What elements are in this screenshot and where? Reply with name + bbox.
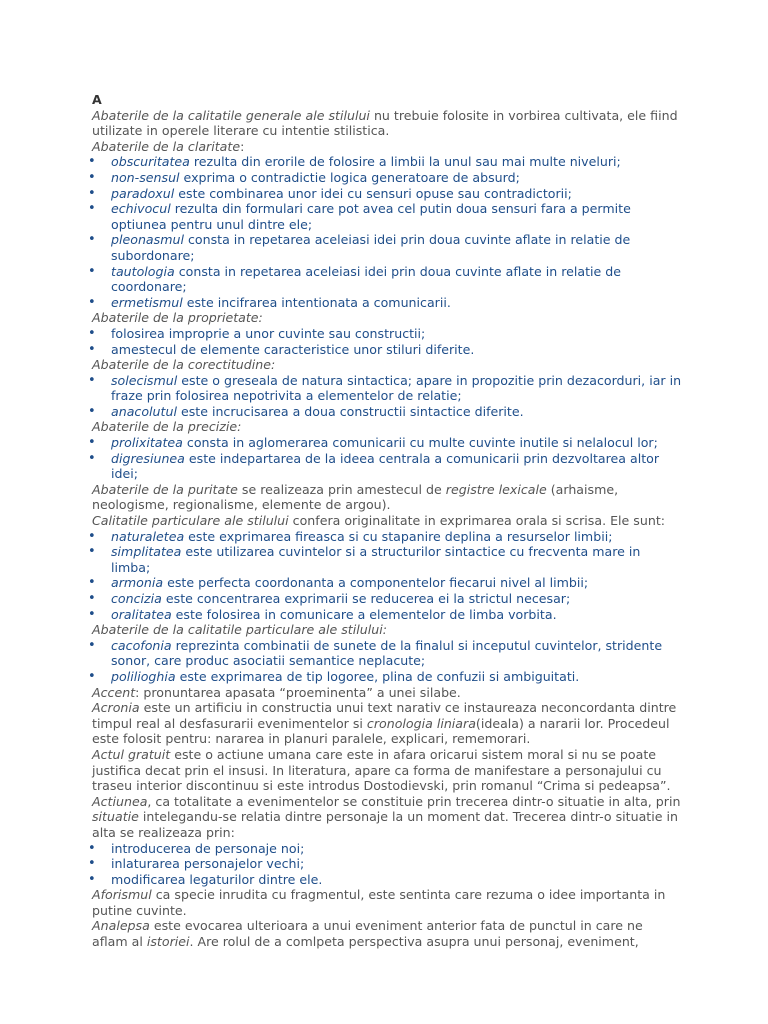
term: Abaterile de la puritate — [92, 481, 238, 497]
heading-claritate — [92, 139, 682, 155]
text: este combinarea unor idei cu sensuri opuse sau contradictorii; — [174, 185, 572, 201]
term: cacofonia — [111, 637, 172, 653]
term: registre lexicale — [445, 481, 547, 497]
term: Abaterile de la calitatile particulare ale stilului: — [92, 622, 387, 638]
paragraph-actul-gratuit — [92, 747, 682, 794]
text: : — [240, 138, 245, 154]
list-item — [92, 295, 682, 311]
list-item — [92, 201, 682, 232]
list-item — [92, 435, 682, 451]
term: tautologia — [111, 263, 175, 279]
term: Abaterile de la corectitudine: — [92, 357, 276, 373]
text: exprima o contradictie logica generatoare de absurd; — [179, 169, 520, 185]
heading-precizie — [92, 419, 682, 435]
term: Abaterile de la calitatile generale ale stilului — [92, 107, 370, 123]
text: este utilizarea cuvintelor si a structurilor sintactice cu frecventa mare in limba; — [111, 544, 641, 575]
paragraph-accent — [92, 685, 682, 701]
term: Calitatile particulare ale stilului — [92, 513, 289, 529]
list-item: • introducerea de personaje noi; — [92, 841, 682, 857]
term: Abaterile de la precizie: — [92, 419, 242, 435]
list-corectitudine — [92, 373, 682, 420]
list-item — [92, 170, 682, 186]
term: oralitatea — [111, 606, 172, 622]
text: este perfecta coordonanta a componentelor fiecarui nivel al limbii; — [163, 575, 589, 591]
list-item — [92, 404, 682, 420]
paragraph-general-faults — [92, 108, 682, 139]
paragraph-puritate — [92, 482, 682, 513]
term: Abaterile de la claritate — [92, 138, 241, 154]
paragraph-aforismul — [92, 887, 682, 918]
section-letter: A — [92, 92, 102, 107]
list-proprietate — [92, 326, 682, 357]
text: consta in aglomerarea comunicarii cu multe cuvinte inutile si nelalocul lor; — [182, 435, 658, 451]
list-claritate — [92, 154, 682, 310]
text: nu trebuie folosite in vorbirea cultivata, ele fiind utilizate in operele literare cu intentie stilistica. — [92, 107, 678, 139]
list-item — [92, 373, 682, 404]
text: (arhaisme, neologisme, regionalisme, elemente de argou). — [92, 481, 619, 513]
term: Accent — [92, 684, 136, 700]
list-item — [92, 669, 682, 685]
term: Aforismul — [92, 887, 152, 903]
text: este folosirea in comunicare a elementelor de limba vorbita. — [171, 606, 557, 622]
term: Acronia — [92, 700, 140, 716]
term: anacolutul — [111, 403, 177, 419]
list-item — [92, 544, 682, 575]
paragraph-acronia — [92, 700, 682, 747]
text: este evocarea ulterioara a unui eveniment anterior fata de punctul in care ne aflam al — [92, 918, 643, 950]
text: confera originalitate in exprimarea orala si scrisa. Ele sunt: — [288, 513, 665, 529]
term: simplitatea — [111, 544, 182, 560]
text: . Are rolul de a comlpeta perspectiva asupra unui personaj, eveniment, — [189, 934, 639, 950]
term: situatie — [92, 809, 139, 825]
term: Abaterile de la proprietate: — [92, 310, 263, 326]
term: prolixitatea — [111, 435, 183, 451]
term: obscuritatea — [111, 154, 190, 170]
text: (ideala) a nararii lor. Procedeul este folosit pentru: nararea in planuri paralele, explicari, rememorari. — [92, 715, 670, 747]
term: digresiunea — [111, 450, 185, 466]
term: paradoxul — [111, 185, 175, 201]
term: polilioghia — [111, 668, 176, 684]
text: consta in repetarea aceleiasi idei prin doua cuvinte aflate in relatie de coordonare; — [111, 263, 622, 295]
text: reprezinta combinatii de sunete de la finalul si inceputul cuvintelor, stridente sonor, care produc asociatii semantice neplacute; — [111, 637, 663, 669]
heading-corectitudine — [92, 357, 682, 373]
text: este un artificiu in constructia unui text narativ ce instaureaza neconcordanta dintre timpul real al desfasurarii evenimentelor si — [92, 700, 677, 731]
text: ca specie inrudita cu fragmentul, este sentinta care rezuma o idee importanta in putine cuvinte. — [92, 887, 666, 918]
list-item: • inlaturarea personajelor vechi; — [92, 856, 682, 872]
list-item — [92, 451, 682, 482]
text: este o actiune umana care este in afara oricarui sistem moral si nu se poate justifica decat prin el insusi. In literatura, apare ca forma de manifestare a personajului cu traseu interior discontinuu si este introdus Dostodievski, prin romanul “Crima si pedeapsa”. — [92, 746, 671, 794]
list-particulare — [92, 529, 682, 623]
term: ermetismul — [111, 294, 183, 310]
text: este exprimarea de tip logoree, plina de confuzii si ambiguitati. — [175, 668, 580, 684]
paragraph-actiunea — [92, 794, 682, 841]
document-page — [92, 92, 682, 950]
list-item — [92, 186, 682, 202]
text: : pronuntarea apasata “proeminenta” a unei silabe. — [135, 684, 461, 700]
heading-abateri-particulare — [92, 622, 682, 638]
list-item: • modificarea legaturilor dintre ele. — [92, 872, 682, 888]
text: este exprimarea fireasca si cu stapanire deplina a resurselor limbii; — [184, 528, 613, 544]
list-item — [92, 264, 682, 295]
list-actiunea — [92, 841, 682, 888]
text: consta in repetarea aceleiasi idei prin doua cuvinte aflate in relatie de subordonare; — [111, 232, 631, 263]
term: Analepsa — [92, 918, 150, 934]
text: este incifrarea intentionata a comunicarii. — [182, 294, 451, 310]
list-item — [92, 607, 682, 623]
term: pleonasmul — [111, 232, 184, 248]
text: , ca totalitate a evenimentelor se constituie prin trecerea dintr-o situatie in alta, prin — [147, 793, 681, 809]
list-item — [92, 154, 682, 170]
list-precizie — [92, 435, 682, 482]
text: este o greseala de natura sintactica; apare in propozitie prin dezacorduri, iar in fraze prin folosirea nepotrivita a elementelor de relatie; — [111, 372, 682, 404]
text: rezulta din formulari care pot avea cel putin doua sensuri fara a permite optiunea pentru unul dintre ele; — [111, 201, 631, 232]
text: este concentrarea exprimarii se reducerea ei la strictul necesar; — [161, 591, 571, 606]
text: intelegandu-se relatia dintre personaje la un moment dat. Trecerea dintr-o situatie in alta se realizeaza prin: — [92, 809, 678, 840]
text: este indepartarea de la ideea centrala a comunicarii prin dezvoltarea altor idei; — [111, 450, 660, 482]
term: Actiunea — [92, 793, 148, 809]
list-item: • folosirea improprie a unor cuvinte sau constructii; — [92, 326, 682, 342]
paragraph-analepsa — [92, 918, 682, 949]
list-item — [92, 232, 682, 263]
list-item: • amestecul de elemente caracteristice unor stiluri diferite. — [92, 342, 682, 358]
term: non-sensul — [111, 169, 180, 185]
text: se realizeaza prin amestecul de — [237, 481, 446, 497]
term: solecismul — [111, 372, 178, 388]
list-item — [92, 591, 682, 607]
paragraph-particulare — [92, 513, 682, 529]
term: armonia — [111, 575, 164, 591]
list-item — [92, 529, 682, 545]
list-item — [92, 575, 682, 591]
term: cronologia liniara — [366, 715, 476, 731]
term: echivocul — [111, 201, 171, 217]
text: este incrucisarea a doua constructii sintactice diferite. — [176, 403, 524, 419]
term: istoriei — [146, 934, 190, 950]
list-abateri-particulare — [92, 638, 682, 685]
term: concizia — [111, 591, 162, 606]
list-item — [92, 638, 682, 669]
term: naturaletea — [111, 528, 185, 544]
text: rezulta din erorile de folosire a limbii la unul sau mai multe niveluri; — [189, 154, 621, 170]
term: Actul gratuit — [92, 746, 171, 762]
heading-proprietate — [92, 310, 682, 326]
